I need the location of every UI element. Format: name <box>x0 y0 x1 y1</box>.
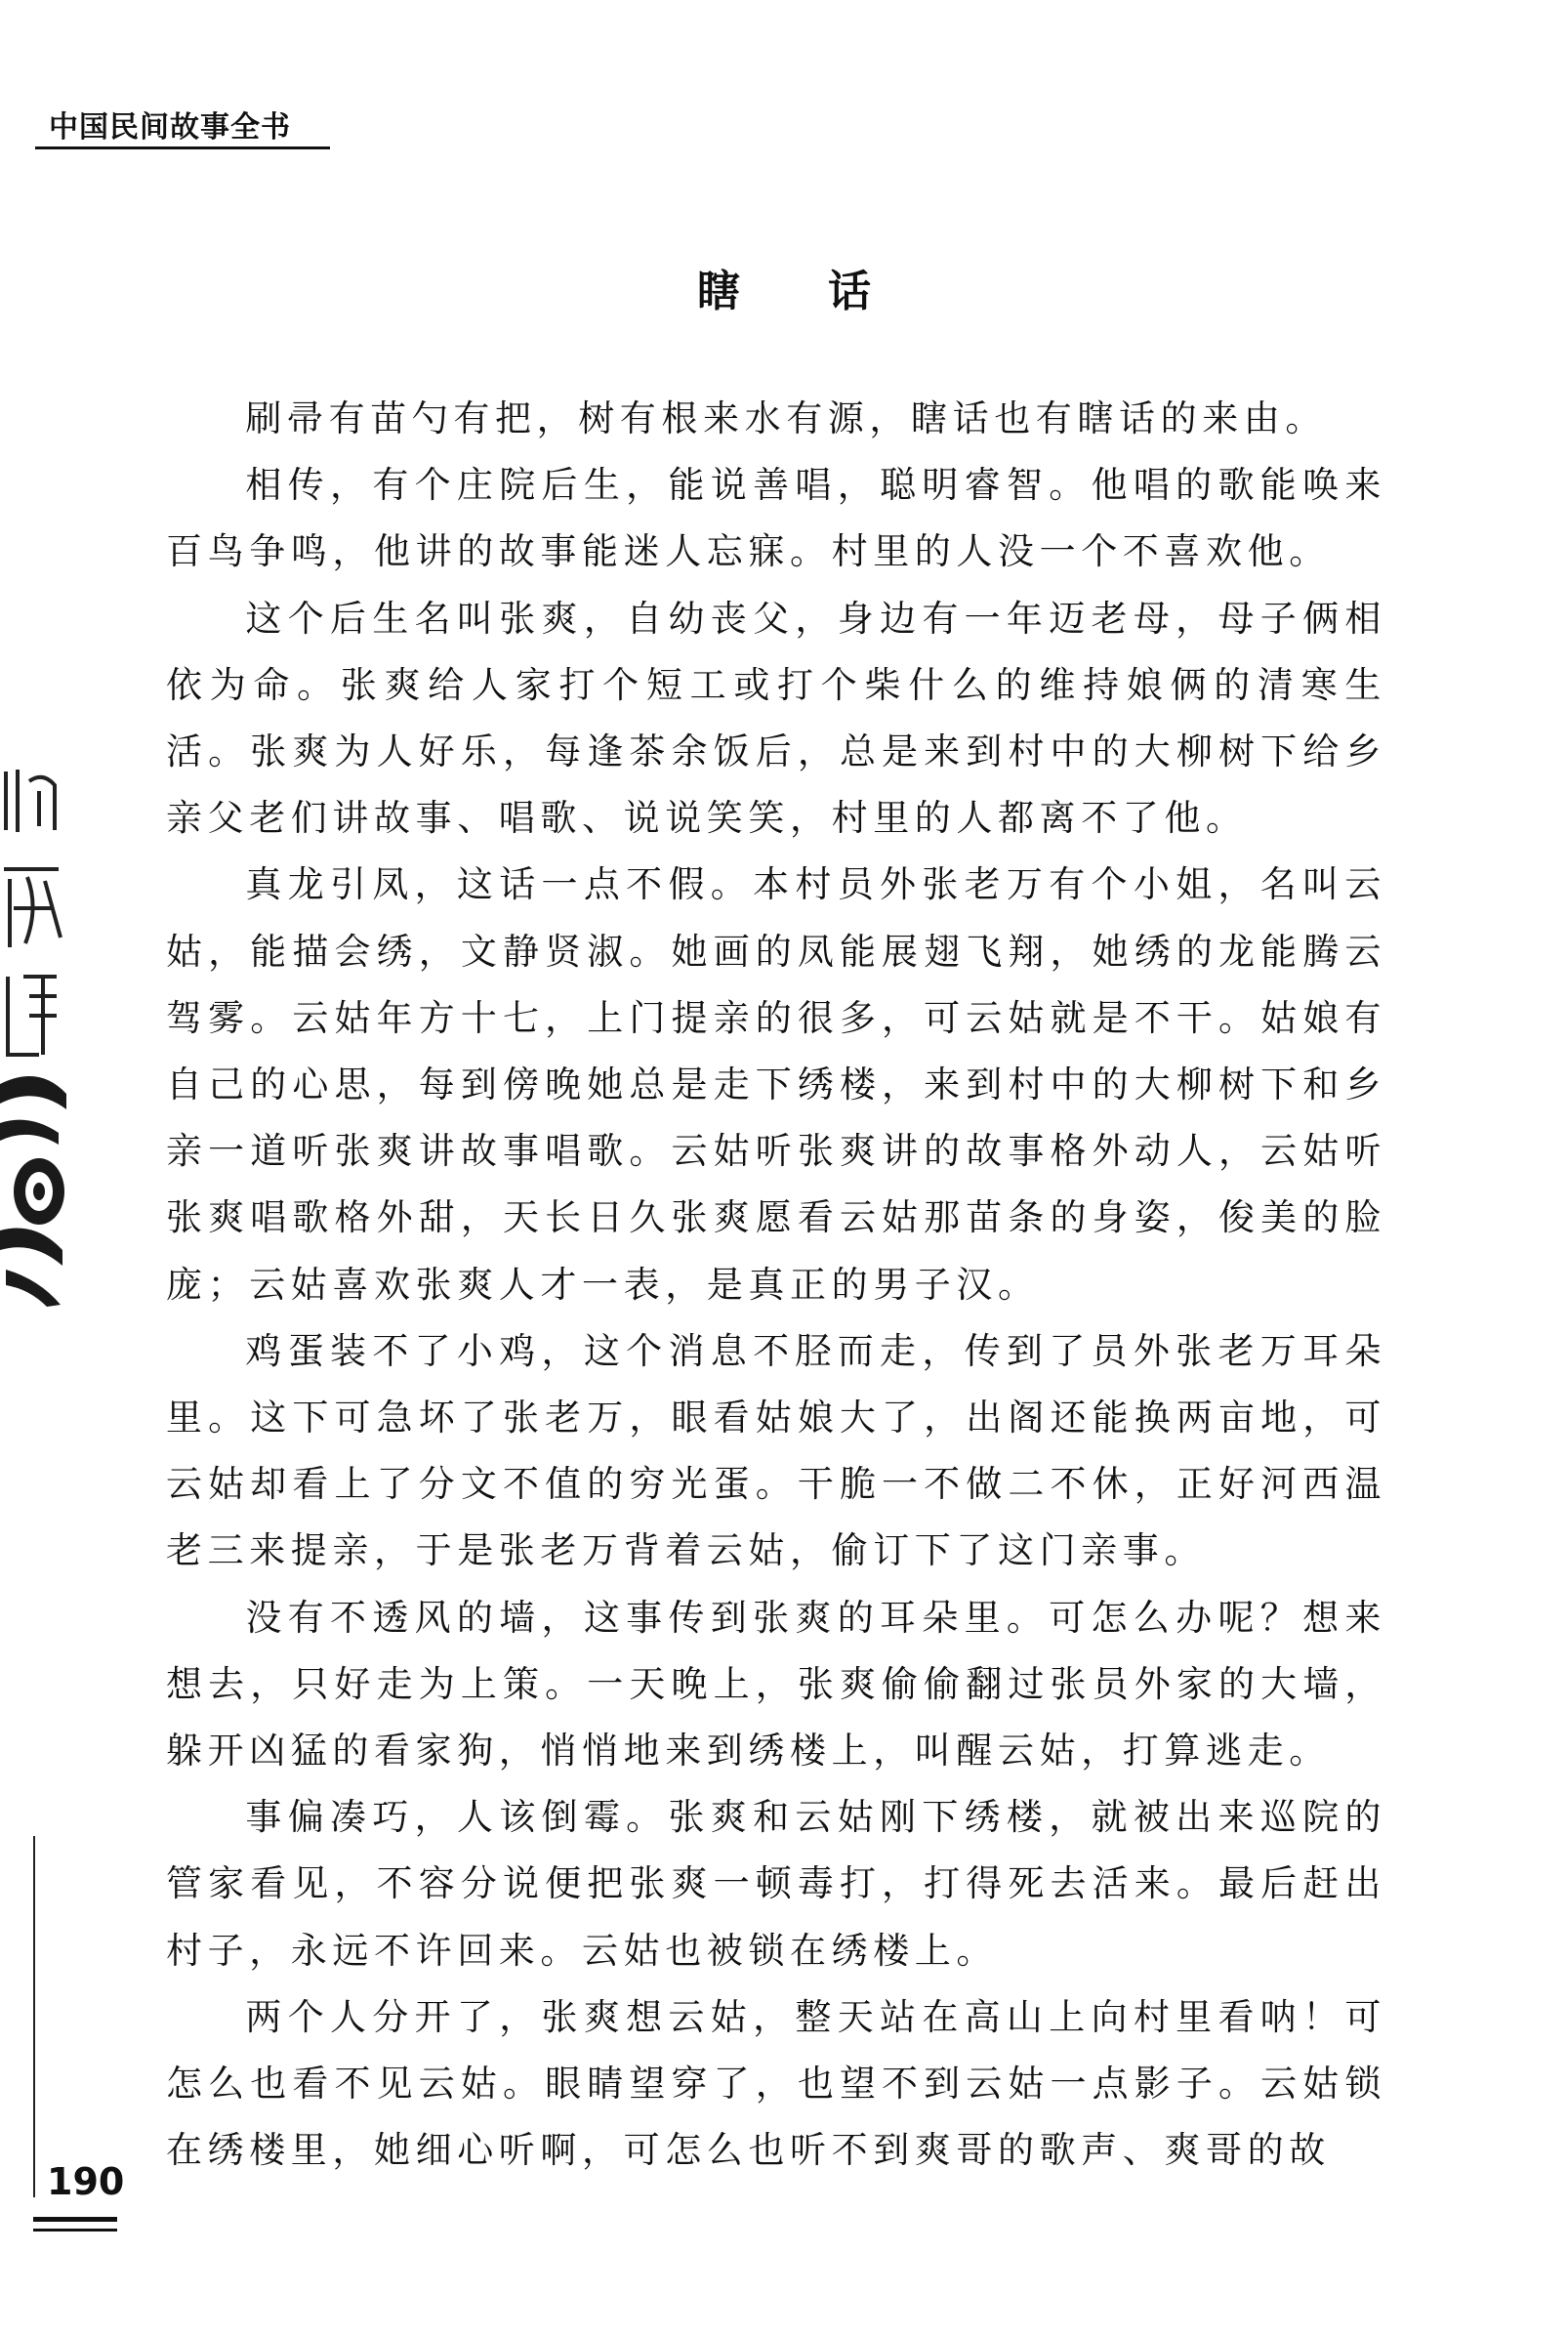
paragraph: 两个人分开了，张爽想云姑，整天站在高山上向村里看呐！可怎么也看不见云姑。眼睛望穿了，也望不到云姑一点影子。云姑锁在绣楼里，她细心听啊，可怎么也听不到爽哥的歌声、爽哥的故 <box>166 1995 1386 2172</box>
paragraph: 事偏凑巧，人该倒霉。张爽和云姑刚下绣楼，就被出来巡院的管家看见，不容分说便把张爽一顿毒打，打得死去活来。最后赶出村子，永远不许回来。云姑也被锁在绣楼上。 <box>166 1796 1386 1972</box>
header-rule <box>35 146 330 149</box>
side-decoration-icon <box>0 762 68 1309</box>
body-text <box>166 386 1386 2184</box>
footer-rule <box>33 2229 117 2232</box>
page-number: 190 <box>47 2160 125 2203</box>
running-header: 中国民间故事全书 <box>49 110 291 145</box>
paragraph: 真龙引凤，这话一点不假。本村员外张老万有个小姐，名叫云姑，能描会绣，文静贤淑。她画的凤能展翅飞翔，她绣的龙能腾云驾雾。云姑年方十七，上门提亲的很多，可云姑就是不干。姑娘有自己的心思，每到傍晚她总是走下绣楼，来到村中的大柳树下和乡亲一道听张爽讲故事唱歌。云姑听张爽讲的故事格外动人，云姑听张爽唱歌格外甜，天长日久张爽愿看云姑那苗条的身姿，俊美的脸庞；云姑喜欢张爽人才一表，是真正的男子汉。 <box>166 863 1386 1306</box>
paragraph: 没有不透风的墙，这事传到张爽的耳朵里。可怎么办呢？想来想去，只好走为上策。一天晚上，张爽偷偷翻过张员外家的大墙，躲开凶猛的看家狗，悄悄地来到绣楼上，叫醒云姑，打算逃走。 <box>166 1596 1386 1773</box>
footer-rule <box>33 2217 117 2222</box>
paragraph: 刷帚有苗勺有把，树有根来水有源，瞎话也有瞎话的来由。 <box>245 397 1327 439</box>
chapter-title: 瞎话 <box>697 267 959 316</box>
paragraph: 相传，有个庄院后生，能说善唱，聪明睿智。他唱的歌能唤来百鸟争鸣，他讲的故事能迷人忘寐。村里的人没一个不喜欢他。 <box>166 464 1386 573</box>
paragraph: 这个后生名叫张爽，自幼丧父，身边有一年迈老母，母子俩相依为命。张爽给人家打个短工或打个柴什么的维持娘俩的清寒生活。张爽为人好乐，每逢茶余饭后，总是来到村中的大柳树下给乡亲父老们讲故事、唱歌、说说笑笑，村里的人都离不了他。 <box>166 597 1386 840</box>
left-margin-rule <box>33 1836 35 2197</box>
paragraph: 鸡蛋装不了小鸡，这个消息不胫而走，传到了员外张老万耳朵里。这下可急坏了张老万，眼看姑娘大了，出阁还能换两亩地，可云姑却看上了分文不值的穷光蛋。干脆一不做二不休，正好河西温老三来提亲，于是张老万背着云姑，偷订下了这门亲事。 <box>166 1329 1386 1572</box>
